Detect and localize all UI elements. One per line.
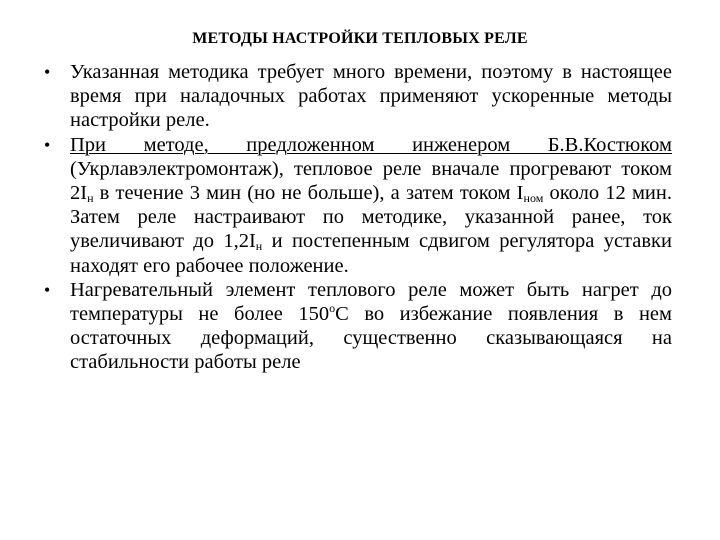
bullet-icon: • (44, 62, 51, 82)
superscript: о (329, 301, 336, 316)
bullet-text: Нагревательный элемент теплового реле может быть нагрет до температуры не более 150 (70, 278, 672, 326)
subscript: н (255, 239, 263, 254)
bullet-icon: • (44, 134, 51, 155)
bullet-text: в течение 3 мин (но не больше), а затем током I (93, 182, 524, 205)
bullet-text: около 12 мин. Затем реле настраивают по методике, указанной ранее, ток увеличивают до 1,2I (70, 182, 673, 253)
bullet-text: С во избежание появления в нем остаточных деформаций, существенно сказывающаяся на стабильности работы реле (70, 303, 672, 374)
bullet-item (46, 278, 672, 375)
slide-title: МЕТОДЫ НАСТРОЙКИ ТЕПЛОВЫХ РЕЛЕ (192, 30, 528, 47)
bullet-text: и постепенным сдвигом регулятора уставки находят его рабочее положение. (70, 230, 672, 277)
bullet-list (46, 60, 672, 375)
bullet-icon: • (44, 279, 51, 300)
bullet-underlined-text: При методе, предложенном инженером Б.В.Костюком (70, 133, 672, 156)
bullet-text: (Укрлавэлектромонтаж), тепловое реле вначале прогревают током 2I (70, 157, 672, 205)
bullet-item (46, 133, 672, 278)
bullet-item (46, 60, 672, 133)
subscript: ном (523, 191, 544, 206)
subscript: н (87, 191, 94, 206)
bullet-text: Указанная методика требует много времени, поэтому в настоящее время при наладочных работах применяют ускоренные методы настройки реле. (70, 61, 672, 132)
